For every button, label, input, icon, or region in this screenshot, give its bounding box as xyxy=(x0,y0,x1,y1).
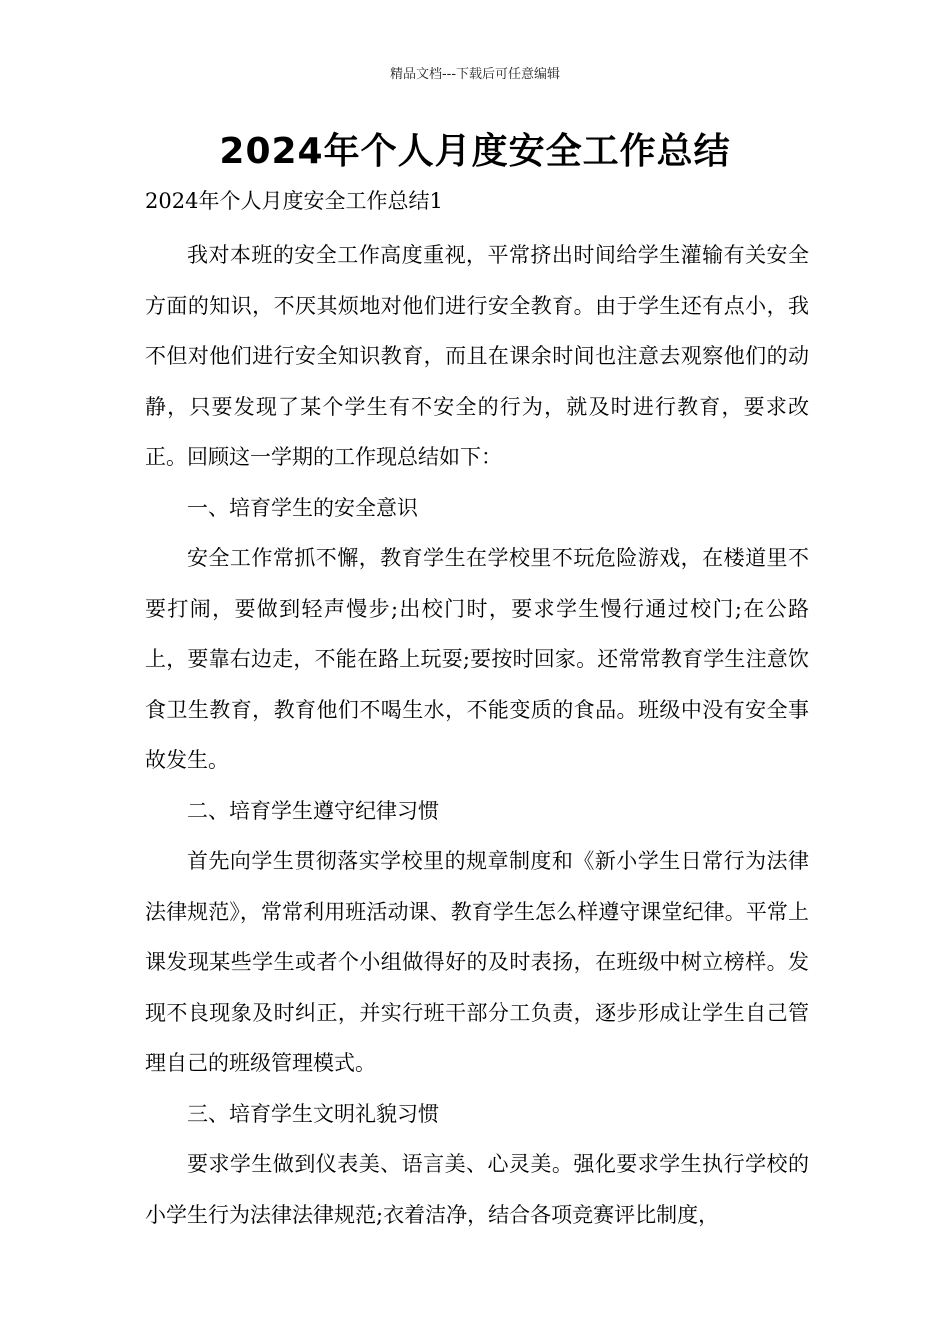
paragraph-section-2: 首先向学生贯彻落实学校里的规章制度和《新小学生日常行为法律法律规范》，常常利用班活动课、教育学生怎么样遵守课堂纪律。平常上课发现某些学生或者个小组做得好的及时表扬，在班级中树立榜样。发现不良现象及时纠正，并实行班干部分工负责，逐步形成让学生自己管理自己的班级管理模式。 xyxy=(145,849,809,1075)
section-heading-3: 三、培育学生文明礼貌习惯 xyxy=(187,1101,439,1126)
section-heading-2: 二、培育学生遵守纪律习惯 xyxy=(187,798,439,823)
document-title: 2024年个人月度安全工作总结 xyxy=(219,131,731,172)
paragraph-intro: 我对本班的安全工作高度重视，平常挤出时间给学生灌输有关安全方面的知识，不厌其烦地对他们进行安全教育。由于学生还有点小，我不但对他们进行安全知识教育，而且在课余时间也注意去观察他们的动静，只要发现了某个学生有不安全的行为，就及时进行教育，要求改正。回顾这一学期的工作现总结如下： xyxy=(145,243,809,469)
document-subtitle: 2024年个人月度安全工作总结1 xyxy=(145,189,443,213)
document-body xyxy=(145,184,809,1240)
section-heading-1: 一、培育学生的安全意识 xyxy=(187,495,418,520)
header-note: 精品文档---下载后可任意编辑 xyxy=(389,67,561,82)
paragraph-section-1: 安全工作常抓不懈，教育学生在学校里不玩危险游戏，在楼道里不要打闹，要做到轻声慢步;出校门时，要求学生慢行通过校门;在公路上，要靠右边走，不能在路上玩耍;要按时回家。还常常教育学生注意饮食卫生教育，教育他们不喝生水，不能变质的食品。班级中没有安全事故发生。 xyxy=(145,546,809,772)
paragraph-section-3: 要求学生做到仪表美、语言美、心灵美。强化要求学生执行学校的小学生行为法律法律规范;衣着洁净，结合各项竞赛评比制度， xyxy=(145,1152,809,1227)
